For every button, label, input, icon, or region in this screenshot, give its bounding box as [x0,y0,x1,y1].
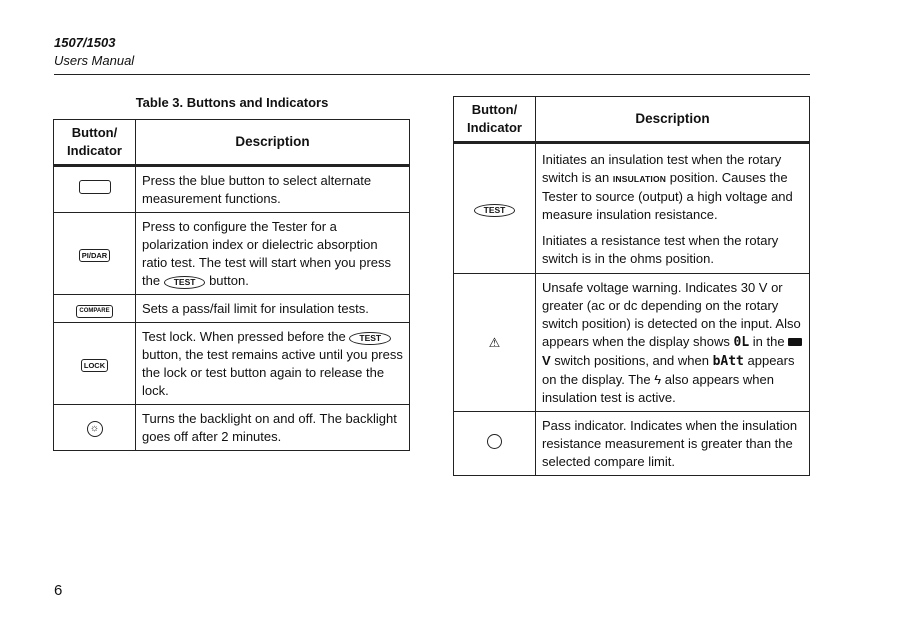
column-header-button [54,120,136,166]
document-model: 1507/1503 [54,35,116,50]
description-cell [536,143,810,274]
text-part: Initiates an insulation test when the rotary switch is an [542,152,782,185]
warning-triangle-icon: ⚠ [488,334,501,350]
icon-cell [54,405,136,451]
table-row [54,295,410,323]
icon-cell [54,323,136,405]
text-part: position. Causes the Tester to source (output) a high voltage and measure insulation resistance. [542,170,793,222]
row-description [542,151,803,224]
backlight-button-icon: ☼ [87,421,103,437]
description-cell [136,323,410,405]
page-number: 6 [54,582,63,599]
text-part: switch positions, and when [554,353,709,368]
text-part: button. [209,273,249,288]
lock-button-icon: LOCK [81,359,108,372]
icon-cell [454,143,536,274]
document-subtitle: Users Manual [54,53,135,68]
icon-cell [454,412,536,476]
column-header-description: Description [536,97,810,143]
table-row [54,405,410,451]
table-row [454,143,810,274]
row-description: Initiates a resistance test when the rotary switch is in the ohms position. [542,233,779,266]
icon-cell [54,213,136,295]
table-header-row [54,120,410,166]
table-header-row [454,97,810,143]
test-button-icon: TEST [474,204,516,217]
table-row [454,274,810,412]
description-cell [536,412,810,476]
table-caption: Table 3. Buttons and Indicators [135,95,329,110]
table-row [454,412,810,476]
description-cell [136,405,410,451]
row-description: Pass indicator. Indicates when the insulation resistance measurement is greater than the selected compare limit. [542,418,798,469]
header-text: Indicator [467,120,522,135]
lightning-bolt-icon: ϟ [654,372,662,387]
buttons-table-left [53,119,410,451]
icon-cell [54,295,136,323]
text-part: button, the test remains active until you press the lock or test button again to release the lock. [142,347,403,398]
pi-dar-button-icon: PI/DAR [79,249,110,262]
compare-button-icon: COMPARE [76,305,112,318]
description-cell [536,274,810,412]
row-description: Turns the backlight on and off. The backlight goes off after 2 minutes. [142,411,397,444]
header-text: Indicator [67,143,122,158]
column-header-description: Description [136,120,410,166]
header-divider [54,74,810,75]
text-part: Press to configure the Tester for a polarization index or dielectric absorption ratio test. The test will start when you press the [142,219,392,288]
description-cell [136,213,410,295]
battery-icon [788,338,802,346]
text-part: appears on the display. The [542,353,795,387]
row-description [542,279,803,407]
insulation-label: INSULATION [612,174,667,184]
blank-blue-button-icon [79,180,111,194]
icon-cell [54,166,136,213]
table-row [54,213,410,295]
table-row [54,323,410,405]
header-text: Button/ [471,102,518,117]
text-part: in the [752,334,785,349]
header-text: Button/ [71,125,118,140]
description-cell [136,166,410,213]
row-description [142,218,403,290]
icon-cell [454,274,536,412]
text-part: also appears when insulation test is active. [542,372,774,405]
text-part: Unsafe voltage warning. Indicates 30 V or greater (ac or dc depending on the rotary switch position) is detected on the input. Also appears when the display shows [542,280,801,349]
overload-display-glyph: 0L [733,335,750,350]
table-row [54,166,410,213]
description-cell [136,295,410,323]
row-description: Sets a pass/fail limit for insulation tests. [142,301,369,316]
test-button-icon: TEST [349,332,391,345]
row-description: Press the blue button to select alternate measurement functions. [142,173,372,206]
battery-display-glyph: bAtt [712,354,744,369]
buttons-table-right [453,96,810,476]
pass-indicator-icon [487,434,502,449]
volt-symbol: V [542,353,551,368]
row-description [142,328,403,400]
text-part: Test lock. When pressed before the [142,329,346,344]
column-header-button [454,97,536,143]
test-button-icon: TEST [164,276,206,289]
